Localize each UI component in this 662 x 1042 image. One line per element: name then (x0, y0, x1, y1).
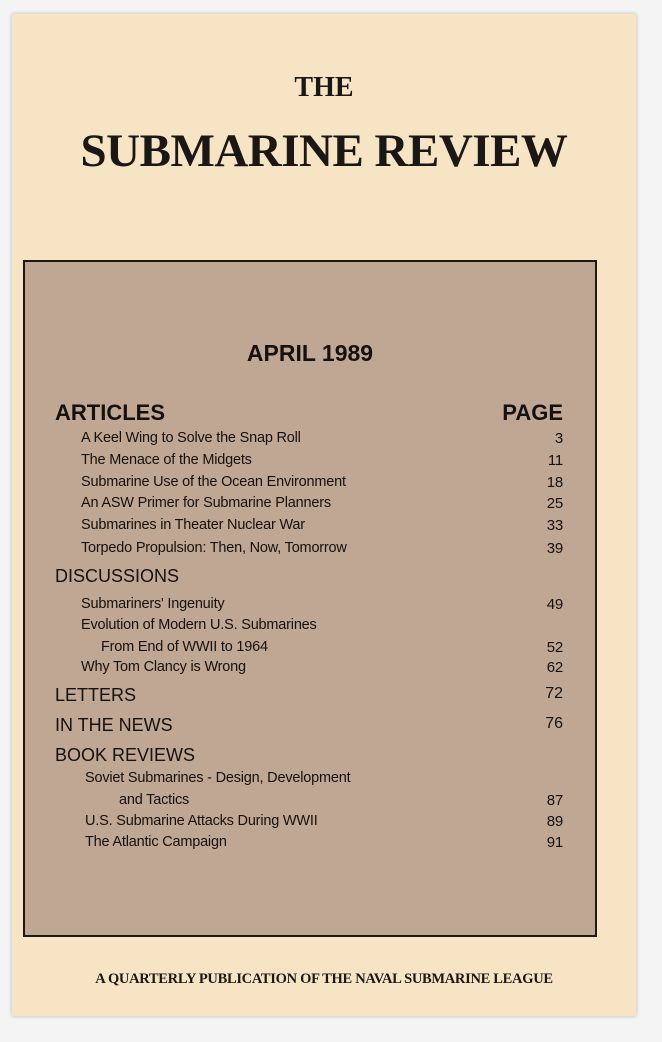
toc-entry-page: 62 (546, 659, 563, 676)
discussions-heading: DISCUSSIONS (55, 566, 180, 586)
toc-entry-page: 33 (546, 517, 563, 534)
toc-entry-page: 87 (546, 792, 563, 809)
toc-entry-title: The Atlantic Campaign (85, 834, 227, 850)
toc-entry-page: 91 (546, 834, 563, 851)
toc-entry-title: An ASW Primer for Submarine Planners (81, 495, 331, 511)
toc-entry-page: 3 (554, 430, 563, 447)
masthead-title: SUBMARINE REVIEW (80, 125, 568, 177)
toc-entry-page: 52 (546, 639, 563, 656)
toc-entry-title: Soviet Submarines - Design, Development (85, 770, 351, 786)
toc-entry-title: From End of WWII to 1964 (101, 639, 268, 655)
magazine-cover (12, 14, 636, 1016)
letters-heading: LETTERS (55, 685, 137, 705)
page-heading: PAGE (502, 400, 563, 425)
letters-page: 72 (545, 685, 563, 702)
toc-entry-page: 25 (546, 495, 563, 512)
toc-entry-title: The Menace of the Midgets (81, 452, 252, 468)
masthead-pretitle: THE (294, 72, 354, 103)
toc-entry-page: 18 (546, 474, 563, 491)
toc-entry-title: U.S. Submarine Attacks During WWII (85, 813, 318, 829)
toc-entry-title: Submariners' Ingenuity (81, 596, 225, 612)
table-of-contents (23, 260, 597, 937)
toc-entry-page: 89 (546, 813, 563, 830)
toc-entry-title: Evolution of Modern U.S. Submarines (81, 617, 317, 633)
toc-entry-page: 49 (546, 596, 563, 613)
articles-heading: ARTICLES (55, 400, 165, 425)
news-page: 76 (545, 715, 563, 732)
news-heading: IN THE NEWS (55, 715, 173, 735)
toc-entry-title: and Tactics (119, 792, 190, 808)
toc-entry-title: Torpedo Propulsion: Then, Now, Tomorrow (81, 540, 347, 556)
toc-entry-page: 11 (547, 452, 563, 469)
toc-entry-title: Why Tom Clancy is Wrong (81, 659, 246, 675)
publication-tagline: A QUARTERLY PUBLICATION OF THE NAVAL SUBMARINE LEAGUE (95, 971, 553, 987)
toc-entry-page: 39 (546, 540, 563, 557)
toc-entry-title: A Keel Wing to Solve the Snap Roll (81, 430, 301, 446)
toc-entry-title: Submarines in Theater Nuclear War (81, 517, 305, 533)
issue-date: APRIL 1989 (246, 340, 374, 366)
toc-entry-title: Submarine Use of the Ocean Environment (81, 474, 346, 490)
book-reviews-heading: BOOK REVIEWS (55, 745, 196, 765)
